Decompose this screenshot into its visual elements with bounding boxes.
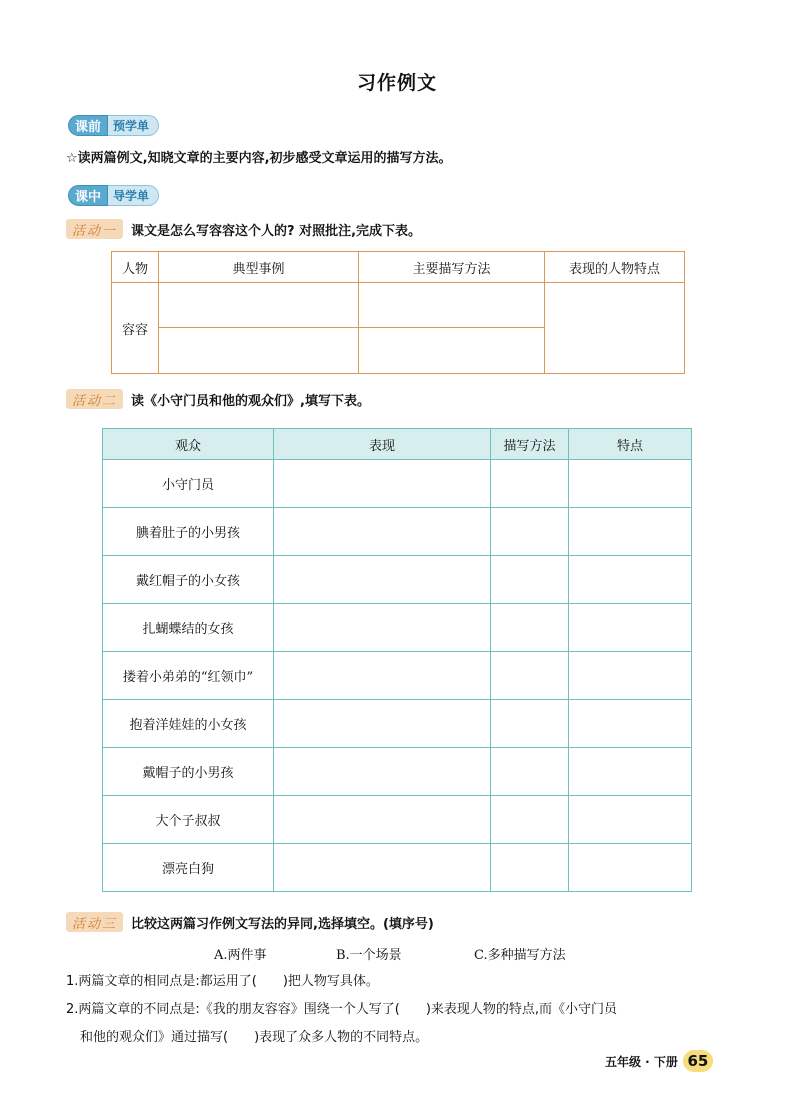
activity1-heading [66,219,421,239]
activity2-heading [66,389,370,409]
activity1-text: 课文是怎么写容容这个人的? 对照批注,完成下表。 [131,223,422,239]
t2-row-label: 搂着小弟弟的“红领巾” [103,652,274,700]
t2-header-behavior: 表现 [274,429,491,460]
pre-class-badge-left: 课前 [68,115,108,136]
activity2-tag: 活动二 [66,389,123,409]
t2-header-method: 描写方法 [491,429,569,460]
mid-class-badge-right: 导学单 [108,185,159,206]
activity2-text: 读《小守门员和他的观众们》,填写下表。 [131,393,370,409]
t1-header-trait: 表现的人物特点 [545,252,685,283]
activity3-text: 比较这两篇习作例文写法的异同,选择填空。(填序号) [131,916,434,932]
question-2-line-1: 2.两篇文章的不同点是:《我的朋友容容》围绕一个人写了( )来表现人物的特点,而《小守门员 [66,1002,618,1017]
option-c: C.多种描写方法 [474,948,566,963]
t2-cell[interactable] [491,604,569,652]
t2-cell[interactable] [274,700,491,748]
t2-row-label: 抱着洋娃娃的小女孩 [103,700,274,748]
t2-cell[interactable] [491,748,569,796]
t2-cell[interactable] [569,652,692,700]
t2-cell[interactable] [491,508,569,556]
mid-class-badge [68,185,159,206]
t2-row-label: 扎蝴蝶结的女孩 [103,604,274,652]
page-number: 65 [683,1050,713,1072]
t1-header-method: 主要描写方法 [359,252,545,283]
t2-cell[interactable] [274,556,491,604]
t2-cell[interactable] [274,508,491,556]
t2-cell[interactable] [569,796,692,844]
t1-trait-cell[interactable] [545,283,685,374]
t2-cell[interactable] [274,460,491,508]
t2-row-label: 戴帽子的小男孩 [103,748,274,796]
t2-cell[interactable] [491,844,569,892]
t1-method-cell-1[interactable] [359,283,545,328]
t2-row-label: 大个子叔叔 [103,796,274,844]
option-a: A.两件事 [214,948,267,963]
grade-label: 五年级 · 下册 [605,1054,678,1069]
t2-cell[interactable] [274,604,491,652]
t2-cell[interactable] [491,796,569,844]
pre-class-task: ☆读两篇例文,知晓文章的主要内容,初步感受文章运用的描写方法。 [66,151,452,166]
t2-cell[interactable] [491,700,569,748]
activity2-table [102,428,692,892]
activity3-heading [66,912,434,932]
pre-class-badge-right: 预学单 [108,115,159,136]
t2-cell[interactable] [491,556,569,604]
t2-cell[interactable] [274,796,491,844]
mid-class-badge-left: 课中 [68,185,108,206]
t2-cell[interactable] [569,844,692,892]
activity1-table [111,251,685,374]
t2-row-label: 腆着肚子的小男孩 [103,508,274,556]
t1-header-event: 典型事例 [159,252,359,283]
t2-cell[interactable] [569,556,692,604]
t2-cell[interactable] [491,460,569,508]
activity3-tag: 活动三 [66,912,123,932]
t2-cell[interactable] [569,460,692,508]
t2-row-label: 漂亮白狗 [103,844,274,892]
t2-header-trait: 特点 [569,429,692,460]
t2-header-audience: 观众 [103,429,274,460]
t2-cell[interactable] [491,652,569,700]
pre-class-badge [68,115,159,136]
t2-cell[interactable] [274,652,491,700]
t1-header-person: 人物 [112,252,159,283]
t1-event-cell-1[interactable] [159,283,359,328]
t2-cell[interactable] [569,508,692,556]
t2-row-label: 戴红帽子的小女孩 [103,556,274,604]
activity1-tag: 活动一 [66,219,123,239]
t1-method-cell-2[interactable] [359,328,545,374]
question-2-line-2: 和他的观众们》通过描写( )表现了众多人物的不同特点。 [80,1030,429,1045]
page-footer [605,1050,713,1072]
t2-cell[interactable] [274,748,491,796]
page-title: 习作例文 [356,72,437,94]
t2-cell[interactable] [569,700,692,748]
t2-row-label: 小守门员 [103,460,274,508]
t1-person-cell: 容容 [112,283,159,374]
t2-cell[interactable] [569,604,692,652]
t2-cell[interactable] [569,748,692,796]
option-b: B.一个场景 [336,948,402,963]
t1-event-cell-2[interactable] [159,328,359,374]
question-1: 1.两篇文章的相同点是:都运用了( )把人物写具体。 [66,974,379,989]
t2-cell[interactable] [274,844,491,892]
